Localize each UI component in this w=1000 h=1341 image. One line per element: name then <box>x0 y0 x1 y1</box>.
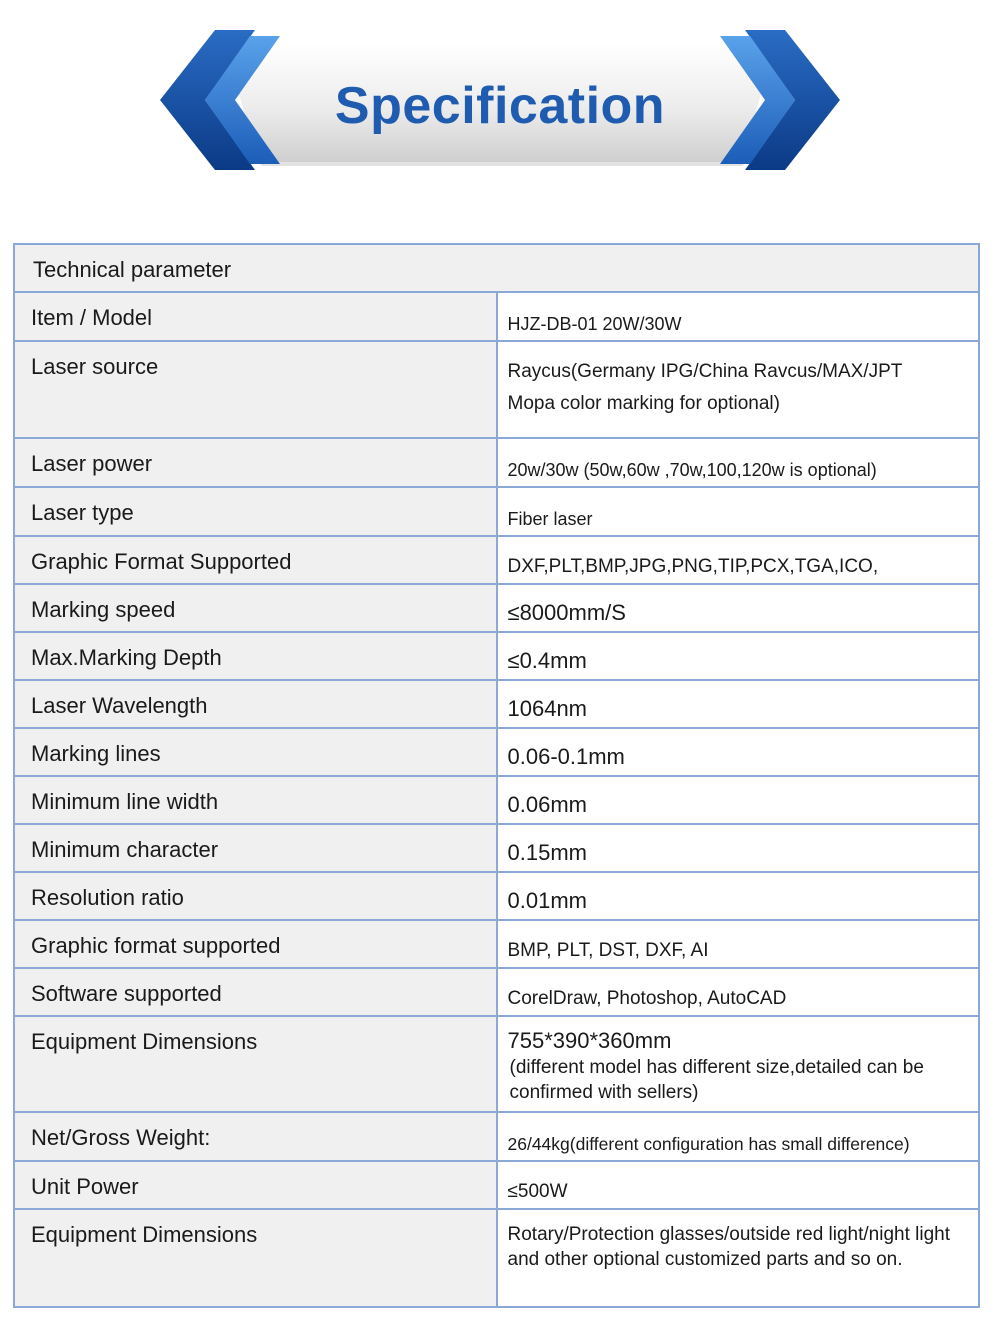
row-label: Net/Gross Weight: <box>14 1112 497 1161</box>
row-value: 0.06mm <box>497 776 980 824</box>
row-value: 0.01mm <box>497 872 980 920</box>
row-label: Item / Model <box>14 292 497 341</box>
row-label: Laser Wavelength <box>14 680 497 728</box>
row-value: 0.15mm <box>497 824 980 872</box>
row-label: Laser power <box>14 438 497 487</box>
table-row <box>14 487 979 536</box>
table-row <box>14 1112 979 1161</box>
row-label: Max.Marking Depth <box>14 632 497 680</box>
table-row <box>14 728 979 776</box>
row-value-main: 755*390*360mm <box>507 1028 672 1053</box>
row-value: CorelDraw, Photoshop, AutoCAD <box>497 968 980 1016</box>
table-row <box>14 968 979 1016</box>
table-row <box>14 292 979 341</box>
specification-banner <box>0 0 1000 200</box>
row-value: Rotary/Protection glasses/outside red light/night light and other optional customized parts and so on. <box>497 1209 980 1307</box>
table-row <box>14 920 979 968</box>
table-row <box>14 584 979 632</box>
row-value: 26/44kg(different configuration has small difference) <box>497 1112 980 1161</box>
table-row <box>14 824 979 872</box>
table-row <box>14 872 979 920</box>
table-row <box>14 776 979 824</box>
row-value: 0.06-0.1mm <box>497 728 980 776</box>
row-label: Marking lines <box>14 728 497 776</box>
row-value <box>497 1016 980 1112</box>
table-row <box>14 632 979 680</box>
row-value: ≤0.4mm <box>497 632 980 680</box>
row-label: Equipment Dimensions <box>14 1016 497 1112</box>
row-label: Unit Power <box>14 1161 497 1209</box>
row-label: Minimum character <box>14 824 497 872</box>
table-row <box>14 438 979 487</box>
row-label: Minimum line width <box>14 776 497 824</box>
spec-table <box>13 243 980 1308</box>
table-row <box>14 1016 979 1112</box>
row-value: 1064nm <box>497 680 980 728</box>
row-value: 20w/30w (50w,60w ,70w,100,120w is optional) <box>497 438 980 487</box>
row-value: Fiber laser <box>497 487 980 536</box>
table-row <box>14 536 979 584</box>
table-row <box>14 1161 979 1209</box>
row-label: Resolution ratio <box>14 872 497 920</box>
banner-title: Specification <box>334 77 666 135</box>
row-value-note: (different model has different size,detailed can be confirmed with sellers) <box>509 1057 924 1103</box>
row-value: ≤500W <box>497 1161 980 1209</box>
table-row <box>14 341 979 438</box>
row-label: Marking speed <box>14 584 497 632</box>
row-label: Laser type <box>14 487 497 536</box>
table-row <box>14 1209 979 1307</box>
row-value-line-1: Raycus(Germany IPG/China Ravcus/MAX/JPT <box>507 361 903 382</box>
row-value <box>497 341 980 438</box>
table-row <box>14 680 979 728</box>
row-value: BMP, PLT, DST, DXF, AI <box>497 920 980 968</box>
row-value: HJZ-DB-01 20W/30W <box>497 292 980 341</box>
table-header: Technical parameter <box>14 244 979 292</box>
row-label: Graphic Format Supported <box>14 536 497 584</box>
row-value-line-2: Mopa color marking for optional) <box>507 393 780 414</box>
row-label: Graphic format supported <box>14 920 497 968</box>
row-label: Equipment Dimensions <box>14 1209 497 1307</box>
row-label: Laser source <box>14 341 497 438</box>
row-label: Software supported <box>14 968 497 1016</box>
row-value: DXF,PLT,BMP,JPG,PNG,TIP,PCX,TGA,ICO, <box>497 536 980 584</box>
table-header-row <box>14 244 979 292</box>
row-value: ≤8000mm/S <box>497 584 980 632</box>
